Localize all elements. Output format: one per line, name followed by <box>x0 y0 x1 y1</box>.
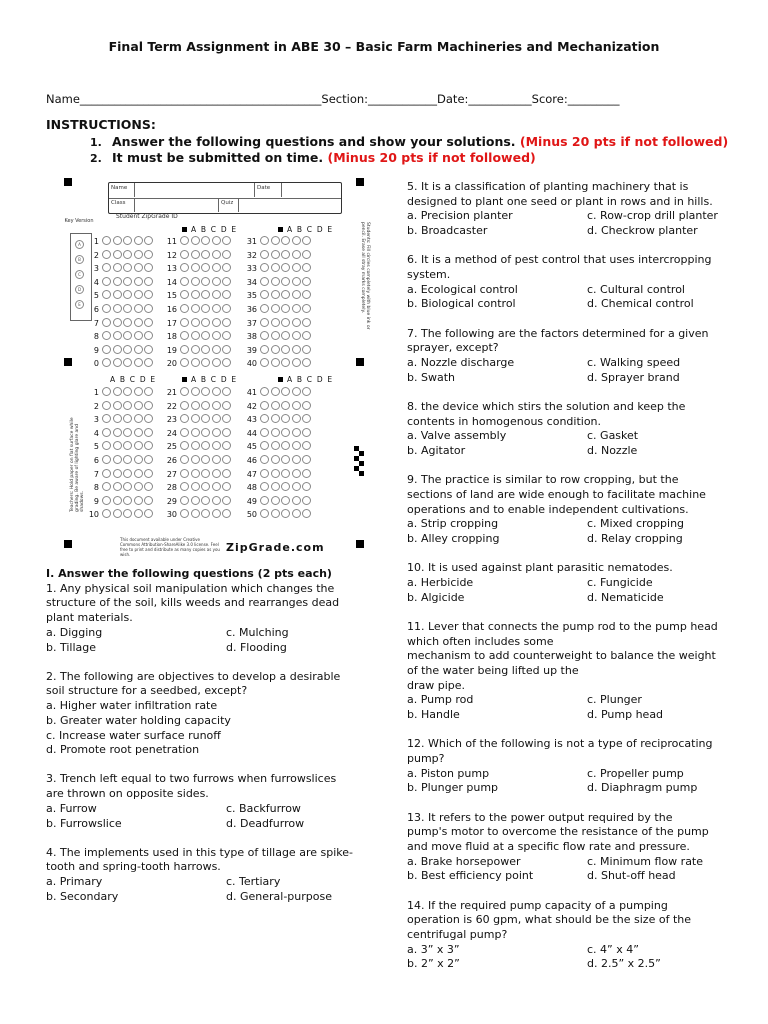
row-number: 44 <box>246 428 257 438</box>
question-line: 11. Lever that connects the pump rod to the pump head <box>407 619 718 633</box>
answer-option: a. Valve assembly <box>407 429 507 443</box>
question-text <box>407 180 757 209</box>
answer-option: b. Biological control <box>407 297 516 311</box>
answer-option: c. Mixed cropping <box>587 517 685 531</box>
answer-option: d. Flooding <box>226 640 287 654</box>
question-text <box>46 772 396 801</box>
key-version-bubble[interactable]: C <box>75 270 84 279</box>
answer-row <box>164 304 233 318</box>
answer-option: a. Higher water infiltration rate <box>46 699 218 713</box>
answer-option: b. 2” x 2” <box>407 957 460 971</box>
answer-option: b. Algicide <box>407 590 465 604</box>
answer-row <box>86 414 155 428</box>
answer-options <box>407 943 757 972</box>
question-line: which often includes some <box>407 634 554 648</box>
answer-option: b. Greater water holding capacity <box>46 713 231 727</box>
row-number: 5 <box>93 291 99 301</box>
answer-option: b. Handle <box>407 708 460 722</box>
question-text <box>407 561 757 576</box>
answer-option: c. Gasket <box>587 429 639 443</box>
answer-row <box>244 331 313 345</box>
corner-marker <box>64 540 72 548</box>
sheet-header-box <box>108 182 342 214</box>
checker-marker <box>354 446 364 476</box>
answer-row <box>244 441 313 455</box>
row-number: 4 <box>93 277 99 287</box>
date-field-label: Date <box>257 185 271 191</box>
row-number: 20 <box>166 359 177 369</box>
question-block <box>46 772 396 831</box>
instruction-item <box>90 134 728 149</box>
answer-row <box>164 277 233 291</box>
question-line: 7. The following are the factors determined for a given <box>407 326 709 340</box>
answer-options <box>407 576 757 605</box>
question-line: 9. The practice is similar to row cropping, but the <box>407 473 679 487</box>
answer-option: a. Herbicide <box>407 575 474 589</box>
question-line: 8. the device which stirs the solution and keep the <box>407 399 686 413</box>
question-text <box>46 670 396 699</box>
row-number: 19 <box>166 345 177 355</box>
answer-option: a. Digging <box>46 625 103 639</box>
answer-options <box>407 693 757 722</box>
student-id-row <box>86 250 155 264</box>
question-block <box>407 327 757 386</box>
student-id-row <box>86 358 155 372</box>
answer-row <box>244 290 313 304</box>
answer-row <box>244 358 313 372</box>
question-text <box>407 899 757 943</box>
question-line: of the water being lifted up the <box>407 663 579 677</box>
answer-row <box>244 263 313 277</box>
corner-marker <box>356 540 364 548</box>
answer-options <box>407 855 757 884</box>
answer-row <box>164 345 233 359</box>
student-id-row <box>86 277 155 291</box>
answer-row <box>244 469 313 483</box>
answer-row <box>244 277 313 291</box>
row-number: 10 <box>88 510 99 520</box>
answer-options <box>46 875 396 904</box>
instruction-item <box>90 150 536 165</box>
answer-options <box>407 356 757 385</box>
answer-option: c. 4” x 4” <box>587 942 639 956</box>
answer-row <box>86 441 155 455</box>
question-line: operation is 60 gpm, what should be the size of the <box>407 913 691 927</box>
row-number: 0 <box>93 359 99 369</box>
question-text <box>46 846 396 875</box>
instruction-number: 2. <box>90 152 102 165</box>
question-text <box>407 737 757 766</box>
row-number: 6 <box>93 305 99 314</box>
question-line: 4. The implements used in this type of tillage are spike- <box>46 845 353 859</box>
answer-option: b. Agitator <box>407 444 466 458</box>
question-line: designed to plant one seed or plant in rows and in hills. <box>407 194 713 208</box>
answer-option: c. Row-crop drill planter <box>587 209 718 223</box>
questions-left-column <box>46 567 396 905</box>
answer-row <box>244 428 313 442</box>
answer-option: d. 2.5” x 2.5” <box>587 957 661 971</box>
answer-row <box>164 401 233 415</box>
row-number: 24 <box>166 428 177 438</box>
question-text <box>407 620 757 694</box>
row-number: 15 <box>166 291 177 301</box>
row-number: 29 <box>166 496 177 506</box>
answer-option: b. Secondary <box>46 889 119 903</box>
answer-options <box>407 209 757 238</box>
row-number: 7 <box>93 469 99 479</box>
question-line: 6. It is a method of pest control that uses intercropping <box>407 253 712 267</box>
answer-option: c. Minimum flow rate <box>587 854 704 868</box>
row-number: 45 <box>246 442 257 452</box>
row-number: 1 <box>93 388 99 397</box>
answer-row <box>244 387 313 401</box>
question-block <box>46 846 396 905</box>
answer-row <box>244 345 313 359</box>
corner-marker <box>64 178 72 186</box>
row-number: 8 <box>93 483 99 493</box>
student-id-label: Student ZipGrade ID <box>116 213 178 220</box>
class-field-label: Class <box>109 198 135 212</box>
row-number: 41 <box>246 388 257 397</box>
row-number: 22 <box>166 401 177 411</box>
instructions-heading: INSTRUCTIONS: <box>46 117 156 132</box>
choice-header: A B C D E <box>182 225 236 234</box>
answer-option: b. Swath <box>407 370 455 384</box>
answer-option: b. Plunger pump <box>407 781 499 795</box>
answer-row <box>164 414 233 428</box>
row-number: 40 <box>246 359 257 369</box>
name-field[interactable] <box>135 183 255 197</box>
answer-row <box>164 263 233 277</box>
student-id-row <box>86 290 155 304</box>
answer-option: d. General-purpose <box>226 889 332 903</box>
student-instructions: Students: Fill circles completely with blue ink or pencil. Erase all stray marks completely. <box>360 222 370 330</box>
row-number: 27 <box>166 469 177 479</box>
question-line: pump? <box>407 752 445 765</box>
corner-marker <box>64 358 72 366</box>
answer-option: a. Piston pump <box>407 766 490 780</box>
answer-options <box>46 699 396 758</box>
answer-row <box>86 482 155 496</box>
answer-row <box>244 236 313 250</box>
question-line: 12. Which of the following is not a type of reciprocating <box>407 737 713 751</box>
corner-marker <box>356 358 364 366</box>
choice-header: A B C D E <box>278 225 332 234</box>
answer-option: c. Plunger <box>587 693 642 707</box>
answer-option: a. Ecological control <box>407 282 518 296</box>
question-line: sprayer, except? <box>407 341 499 355</box>
row-number: 25 <box>166 442 177 452</box>
row-number: 14 <box>166 277 177 287</box>
question-block <box>407 899 757 973</box>
question-block <box>407 253 757 312</box>
student-id-row <box>86 263 155 277</box>
row-number: 16 <box>166 305 177 314</box>
answer-option: a. Nozzle discharge <box>407 356 515 370</box>
answer-option: c. Mulching <box>226 625 289 639</box>
question-block <box>46 670 396 758</box>
answer-options <box>46 626 396 655</box>
question-block <box>407 620 757 723</box>
answer-option: b. Furrowslice <box>46 816 122 830</box>
question-line: 5. It is a classification of planting machinery that is <box>407 180 689 193</box>
question-block <box>407 811 757 885</box>
row-number: 28 <box>166 483 177 493</box>
answer-option: c. Fungicide <box>587 575 653 589</box>
answer-row <box>164 358 233 372</box>
answer-option: a. Precision planter <box>407 209 513 223</box>
answer-row <box>244 496 313 510</box>
answer-row <box>164 469 233 483</box>
row-number: 11 <box>166 237 177 246</box>
question-line: 13. It refers to the power output required by the <box>407 810 673 824</box>
row-number: 49 <box>246 496 257 506</box>
row-number: 23 <box>166 415 177 425</box>
row-number: 48 <box>246 483 257 493</box>
name-field-label: Name <box>109 183 135 197</box>
answer-row <box>244 250 313 264</box>
answer-option: d. Nematicide <box>587 590 664 604</box>
answer-option: d. Diaphragm pump <box>587 781 698 795</box>
page-title: Final Term Assignment in ABE 30 – Basic Farm Machineries and Mechanization <box>108 39 660 54</box>
row-number: 50 <box>246 510 257 520</box>
answer-option: a. Pump rod <box>407 693 474 707</box>
row-number: 31 <box>246 237 257 246</box>
answer-row <box>86 387 155 401</box>
key-version-bubble[interactable]: B <box>75 255 84 264</box>
answer-row <box>164 387 233 401</box>
answer-option: d. Deadfurrow <box>226 816 305 830</box>
question-block <box>407 180 757 239</box>
quiz-field-label: Quiz <box>219 198 239 212</box>
answer-option: c. Cultural control <box>587 282 685 296</box>
student-id-row <box>86 236 155 250</box>
answer-row <box>164 482 233 496</box>
answer-option: d. Nozzle <box>587 444 638 458</box>
answer-option: d. Pump head <box>587 708 664 722</box>
row-number: 47 <box>246 469 257 479</box>
question-line: 1. Any physical soil manipulation which changes the <box>46 581 335 595</box>
question-line: pump's motor to overcome the resistance of the pump <box>407 825 709 839</box>
answer-option: c. Propeller pump <box>587 766 684 780</box>
question-line: mechanism to add counterweight to balance the weight <box>407 649 716 663</box>
answer-row <box>164 509 233 523</box>
answer-option: a. Brake horsepower <box>407 854 521 868</box>
row-number: 39 <box>246 345 257 355</box>
question-line: sections of land are wide enough to facilitate machine <box>407 487 706 501</box>
question-line: structure of the soil, kills weeds and rearranges dead <box>46 596 340 610</box>
answer-row <box>244 304 313 318</box>
choice-header: A B C D E <box>182 375 236 384</box>
question-text <box>407 400 757 429</box>
choice-header: A B C D E <box>110 375 156 384</box>
question-line: plant materials. <box>46 611 133 625</box>
row-number: 37 <box>246 318 257 328</box>
answer-option: b. Tillage <box>46 640 97 654</box>
question-block <box>407 737 757 796</box>
answer-option: b. Best efficiency point <box>407 869 534 883</box>
question-line: are thrown on opposite sides. <box>46 787 209 801</box>
question-text <box>407 253 757 282</box>
answer-row <box>164 428 233 442</box>
row-number: 38 <box>246 332 257 342</box>
answer-row <box>164 250 233 264</box>
row-number: 17 <box>166 318 177 328</box>
answer-option: b. Alley cropping <box>407 532 500 546</box>
answer-row <box>164 331 233 345</box>
instruction-number: 1. <box>90 136 102 149</box>
answer-row <box>164 455 233 469</box>
row-number: 42 <box>246 401 257 411</box>
answer-options <box>407 283 757 312</box>
row-number: 21 <box>166 388 177 397</box>
row-number: 3 <box>93 415 99 425</box>
question-block <box>407 473 757 547</box>
key-version-bubble[interactable]: E <box>75 300 84 309</box>
answer-option: d. Sprayer brand <box>587 370 680 384</box>
row-number: 9 <box>93 345 99 355</box>
question-text <box>407 811 757 855</box>
answer-option: a. Strip cropping <box>407 517 499 531</box>
row-number: 6 <box>93 456 99 465</box>
corner-marker <box>356 178 364 186</box>
row-number: 9 <box>93 496 99 506</box>
row-number: 3 <box>93 264 99 274</box>
question-line: 14. If the required pump capacity of a pumping <box>407 898 668 912</box>
row-number: 1 <box>93 237 99 246</box>
answer-row <box>86 428 155 442</box>
answer-row <box>86 496 155 510</box>
instruction-penalty: (Minus 20 pts if not followed) <box>519 134 729 149</box>
answer-row <box>244 414 313 428</box>
row-number: 13 <box>166 264 177 274</box>
answer-row <box>86 469 155 483</box>
answer-row <box>164 318 233 332</box>
student-id-row <box>86 318 155 332</box>
answer-options <box>46 802 396 831</box>
section-heading: I. Answer the following questions (2 pts each) <box>46 567 332 580</box>
question-block <box>407 400 757 459</box>
instruction-penalty: (Minus 20 pts if not followed) <box>327 150 536 165</box>
answer-row <box>164 441 233 455</box>
answer-row <box>244 401 313 415</box>
row-number: 33 <box>246 264 257 274</box>
student-id-row <box>86 345 155 359</box>
answer-option: d. Promote root penetration <box>46 743 200 757</box>
license-text: This document available under Creative Commons Attribution-ShareAlike 3.0 license. Feel free to print and distribute as many copies as you wish. <box>120 537 220 557</box>
row-number: 2 <box>93 401 99 411</box>
row-number: 35 <box>246 291 257 301</box>
answer-option: a. Furrow <box>46 801 97 815</box>
answer-option: a. Primary <box>46 875 103 889</box>
answer-row <box>244 318 313 332</box>
question-line: soil structure for a seedbed, except? <box>46 684 248 698</box>
question-line: 10. It is used against plant parasitic nematodes. <box>407 561 673 575</box>
question-text <box>407 473 757 517</box>
answer-option: c. Walking speed <box>587 356 681 370</box>
question-line: draw pipe. <box>407 678 466 692</box>
question-block <box>407 561 757 605</box>
row-number: 7 <box>93 318 99 328</box>
teacher-instructions: Teachers: Hold paper on flat surface while grading. Be aware of lighting glare and shadows. <box>70 417 85 512</box>
row-number: 5 <box>93 442 99 452</box>
answer-option: d. Chemical control <box>587 297 694 311</box>
question-line: contents in homogenous condition. <box>407 414 602 428</box>
answer-option: b. Broadcaster <box>407 224 488 238</box>
answer-row <box>244 482 313 496</box>
answer-options <box>407 429 757 458</box>
question-line: system. <box>407 268 451 282</box>
name-section-date-score-line: Name__________________________________________Section:____________Date:___________Score:_________ <box>46 92 620 106</box>
answer-options <box>407 517 757 546</box>
question-line: and move fluid at a specific flow rate and pressure. <box>407 840 690 854</box>
instruction-text: It must be submitted on time. <box>112 150 324 165</box>
row-number: 8 <box>93 332 99 342</box>
choice-header: A B C D E <box>278 375 332 384</box>
key-version-bubble[interactable]: A <box>75 240 84 249</box>
answer-row <box>86 401 155 415</box>
key-version-bubble[interactable]: D <box>75 285 84 294</box>
student-id-row <box>86 331 155 345</box>
key-version-label: Key Version <box>64 218 94 224</box>
row-number: 46 <box>246 456 257 465</box>
row-number: 43 <box>246 415 257 425</box>
answer-options <box>407 767 757 796</box>
question-text <box>46 582 396 626</box>
zipgrade-logo: ZipGrade.com <box>226 541 325 554</box>
question-line: 3. Trench left equal to two furrows when furrowslices <box>46 772 337 786</box>
row-number: 12 <box>166 250 177 260</box>
question-line: centrifugal pump? <box>407 928 508 942</box>
student-id-row <box>86 304 155 318</box>
row-number: 32 <box>246 250 257 260</box>
answer-row <box>244 509 313 523</box>
row-number: 36 <box>246 305 257 314</box>
question-block <box>46 582 396 656</box>
question-line: operations and to enable independent cultivations. <box>407 502 689 516</box>
row-number: 26 <box>166 456 177 465</box>
questions-right-column <box>407 180 757 972</box>
question-text <box>407 327 757 356</box>
answer-row <box>86 455 155 469</box>
class-field[interactable] <box>135 198 219 212</box>
answer-option: d. Checkrow planter <box>587 224 698 238</box>
question-line: 2. The following are objectives to develop a desirable <box>46 669 341 683</box>
row-number: 18 <box>166 332 177 342</box>
row-number: 34 <box>246 277 257 287</box>
answer-option: d. Relay cropping <box>587 532 683 546</box>
answer-row <box>244 455 313 469</box>
row-number: 2 <box>93 250 99 260</box>
answer-option: a. 3” x 3” <box>407 942 460 956</box>
question-line: tooth and spring-tooth harrows. <box>46 860 221 874</box>
answer-option: c. Increase water surface runoff <box>46 728 221 742</box>
row-number: 4 <box>93 428 99 438</box>
answer-row <box>86 509 155 523</box>
date-divider <box>281 183 282 197</box>
answer-option: d. Shut-off head <box>587 869 676 883</box>
answer-row <box>164 496 233 510</box>
instruction-text: Answer the following questions and show your solutions. <box>112 134 516 149</box>
answer-option: c. Tertiary <box>226 875 281 889</box>
row-number: 30 <box>166 510 177 520</box>
zipgrade-answer-sheet <box>60 176 370 560</box>
answer-row <box>164 290 233 304</box>
answer-option: c. Backfurrow <box>226 801 301 815</box>
answer-row <box>164 236 233 250</box>
